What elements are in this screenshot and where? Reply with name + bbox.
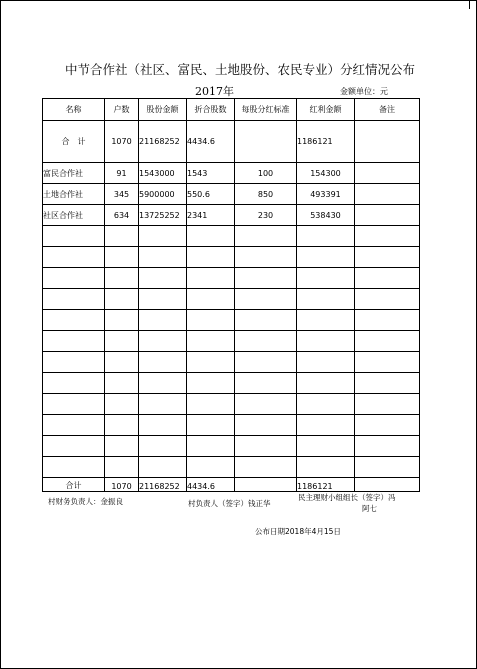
empty-row xyxy=(43,436,420,457)
empty-row-cell xyxy=(139,331,187,352)
bottom-total-row xyxy=(43,478,420,492)
table-row-cell: 100 xyxy=(235,163,297,184)
table-row xyxy=(43,184,420,205)
page-edge-mark xyxy=(469,0,470,9)
supervisor-signature-continued: 阿七 xyxy=(362,504,377,513)
empty-row-cell xyxy=(43,373,105,394)
empty-row-cell xyxy=(235,247,297,268)
empty-row-cell xyxy=(235,436,297,457)
empty-row-cell xyxy=(355,268,420,289)
empty-row-cell xyxy=(355,457,420,478)
empty-row-cell xyxy=(43,331,105,352)
empty-row-cell xyxy=(43,268,105,289)
table-row-cell xyxy=(355,163,420,184)
table-row-cell: 154300 xyxy=(297,163,355,184)
empty-row-cell xyxy=(43,310,105,331)
empty-row-cell xyxy=(355,436,420,457)
dividend-table-body xyxy=(43,99,420,492)
empty-row-cell xyxy=(235,331,297,352)
empty-row-cell xyxy=(187,373,235,394)
empty-row-cell xyxy=(355,289,420,310)
total-row-cell: 21168252 xyxy=(139,121,187,163)
empty-row-cell xyxy=(187,415,235,436)
empty-row-cell xyxy=(187,310,235,331)
amount-unit-note: 金额单位：元 xyxy=(340,87,388,96)
empty-row-cell xyxy=(297,352,355,373)
total-row-cell: 1186121 xyxy=(297,121,355,163)
empty-row xyxy=(43,352,420,373)
empty-row xyxy=(43,331,420,352)
empty-row-cell xyxy=(139,268,187,289)
empty-row-cell xyxy=(297,331,355,352)
empty-row-cell xyxy=(139,457,187,478)
empty-row-cell xyxy=(105,268,139,289)
table-row-cell: 1543 xyxy=(187,163,235,184)
empty-row-cell xyxy=(235,415,297,436)
header-row-cell: 红利金额 xyxy=(297,99,355,121)
empty-row-cell xyxy=(43,457,105,478)
empty-row-cell xyxy=(43,247,105,268)
table-row-cell: 91 xyxy=(105,163,139,184)
empty-row-cell xyxy=(187,394,235,415)
empty-row-cell xyxy=(139,436,187,457)
empty-row-cell xyxy=(105,289,139,310)
table-row-cell: 634 xyxy=(105,205,139,226)
empty-row xyxy=(43,394,420,415)
empty-row-cell xyxy=(43,289,105,310)
total-row-cell: 1070 xyxy=(105,121,139,163)
empty-row xyxy=(43,310,420,331)
table-row xyxy=(43,163,420,184)
empty-row-cell xyxy=(355,415,420,436)
village-head-signature: 村负责人（签字）钱正华 xyxy=(188,499,271,508)
finance-officer-signature: 村财务负责人：金振良 xyxy=(48,497,123,506)
empty-row-cell xyxy=(187,226,235,247)
empty-row-cell xyxy=(187,352,235,373)
empty-row-cell xyxy=(297,457,355,478)
total-row-cell: 合 计 xyxy=(43,121,105,163)
empty-row-cell xyxy=(235,352,297,373)
empty-row-cell xyxy=(139,247,187,268)
empty-row-cell xyxy=(105,331,139,352)
table-row-cell xyxy=(355,205,420,226)
empty-row-cell xyxy=(355,394,420,415)
empty-row-cell xyxy=(235,226,297,247)
empty-row-cell xyxy=(297,394,355,415)
empty-row-cell xyxy=(105,457,139,478)
empty-row-cell xyxy=(105,415,139,436)
total-row-cell xyxy=(355,121,420,163)
table-row xyxy=(43,205,420,226)
supervisor-signature: 民主理财小组组长（签字）冯 xyxy=(298,493,396,502)
empty-row-cell xyxy=(355,352,420,373)
empty-row-cell xyxy=(139,373,187,394)
table-row-cell: 1543000 xyxy=(139,163,187,184)
bottom-total-row-cell: 1070 xyxy=(105,478,139,492)
header-row-cell: 户数 xyxy=(105,99,139,121)
document-year: 2017年 xyxy=(195,85,234,98)
bottom-total-row-cell xyxy=(235,478,297,492)
empty-row-cell xyxy=(139,226,187,247)
empty-row xyxy=(43,373,420,394)
empty-row-cell xyxy=(105,310,139,331)
table-row-cell: 土地合作社 xyxy=(43,184,105,205)
empty-row-cell xyxy=(139,289,187,310)
empty-row xyxy=(43,268,420,289)
header-row-cell: 名称 xyxy=(43,99,105,121)
empty-row-cell xyxy=(297,268,355,289)
empty-row-cell xyxy=(355,331,420,352)
empty-row xyxy=(43,289,420,310)
table-row-cell: 230 xyxy=(235,205,297,226)
bottom-total-row-cell xyxy=(355,478,420,492)
header-row-cell: 折合股数 xyxy=(187,99,235,121)
total-row-cell: 4434.6 xyxy=(187,121,235,163)
document-title: 中节合作社（社区、富民、土地股份、农民专业）分红情况公布 xyxy=(64,62,415,77)
empty-row-cell xyxy=(355,310,420,331)
publish-date: 公布日期2018年4月15日 xyxy=(255,527,341,536)
empty-row-cell xyxy=(297,247,355,268)
empty-row-cell xyxy=(297,289,355,310)
table-row-cell: 13725252 xyxy=(139,205,187,226)
bottom-total-row-cell: 21168252 xyxy=(139,478,187,492)
empty-row-cell xyxy=(235,289,297,310)
bottom-total-row-cell: 1186121 xyxy=(297,478,355,492)
header-row-cell: 股份金额 xyxy=(139,99,187,121)
table-row-cell: 550.6 xyxy=(187,184,235,205)
bottom-total-row-cell: 合计 xyxy=(43,478,105,492)
empty-row-cell xyxy=(355,247,420,268)
empty-row-cell xyxy=(355,373,420,394)
table-row-cell xyxy=(355,184,420,205)
empty-row-cell xyxy=(187,268,235,289)
table-row-cell: 富民合作社 xyxy=(43,163,105,184)
table-row-cell: 493391 xyxy=(297,184,355,205)
empty-row-cell xyxy=(105,226,139,247)
table-row-cell: 538430 xyxy=(297,205,355,226)
dividend-table xyxy=(42,98,420,492)
empty-row-cell xyxy=(105,394,139,415)
empty-row-cell xyxy=(43,394,105,415)
table-row-cell: 2341 xyxy=(187,205,235,226)
empty-row-cell xyxy=(187,289,235,310)
empty-row-cell xyxy=(235,268,297,289)
empty-row-cell xyxy=(235,373,297,394)
table-row-cell: 850 xyxy=(235,184,297,205)
empty-row-cell xyxy=(43,226,105,247)
empty-row xyxy=(43,415,420,436)
empty-row-cell xyxy=(43,415,105,436)
empty-row xyxy=(43,247,420,268)
table-row-cell: 345 xyxy=(105,184,139,205)
empty-row-cell xyxy=(235,394,297,415)
empty-row-cell xyxy=(235,310,297,331)
empty-row-cell xyxy=(187,457,235,478)
total-row-cell xyxy=(235,121,297,163)
empty-row-cell xyxy=(105,247,139,268)
table-row-cell: 5900000 xyxy=(139,184,187,205)
bottom-total-row-cell: 4434.6 xyxy=(187,478,235,492)
empty-row-cell xyxy=(43,436,105,457)
empty-row-cell xyxy=(355,226,420,247)
empty-row-cell xyxy=(235,457,297,478)
empty-row-cell xyxy=(297,310,355,331)
empty-row-cell xyxy=(187,436,235,457)
empty-row-cell xyxy=(105,436,139,457)
empty-row-cell xyxy=(297,226,355,247)
empty-row-cell xyxy=(105,352,139,373)
header-row xyxy=(43,99,420,121)
empty-row-cell xyxy=(43,352,105,373)
empty-row xyxy=(43,457,420,478)
empty-row-cell xyxy=(187,331,235,352)
table-row-cell: 社区合作社 xyxy=(43,205,105,226)
empty-row-cell xyxy=(139,352,187,373)
empty-row-cell xyxy=(297,415,355,436)
empty-row-cell xyxy=(297,436,355,457)
empty-row xyxy=(43,226,420,247)
empty-row-cell xyxy=(187,247,235,268)
empty-row-cell xyxy=(297,373,355,394)
header-row-cell: 每股分红标准 xyxy=(235,99,297,121)
empty-row-cell xyxy=(139,394,187,415)
header-row-cell: 备注 xyxy=(355,99,420,121)
empty-row-cell xyxy=(139,310,187,331)
total-row xyxy=(43,121,420,163)
empty-row-cell xyxy=(105,373,139,394)
empty-row-cell xyxy=(139,415,187,436)
